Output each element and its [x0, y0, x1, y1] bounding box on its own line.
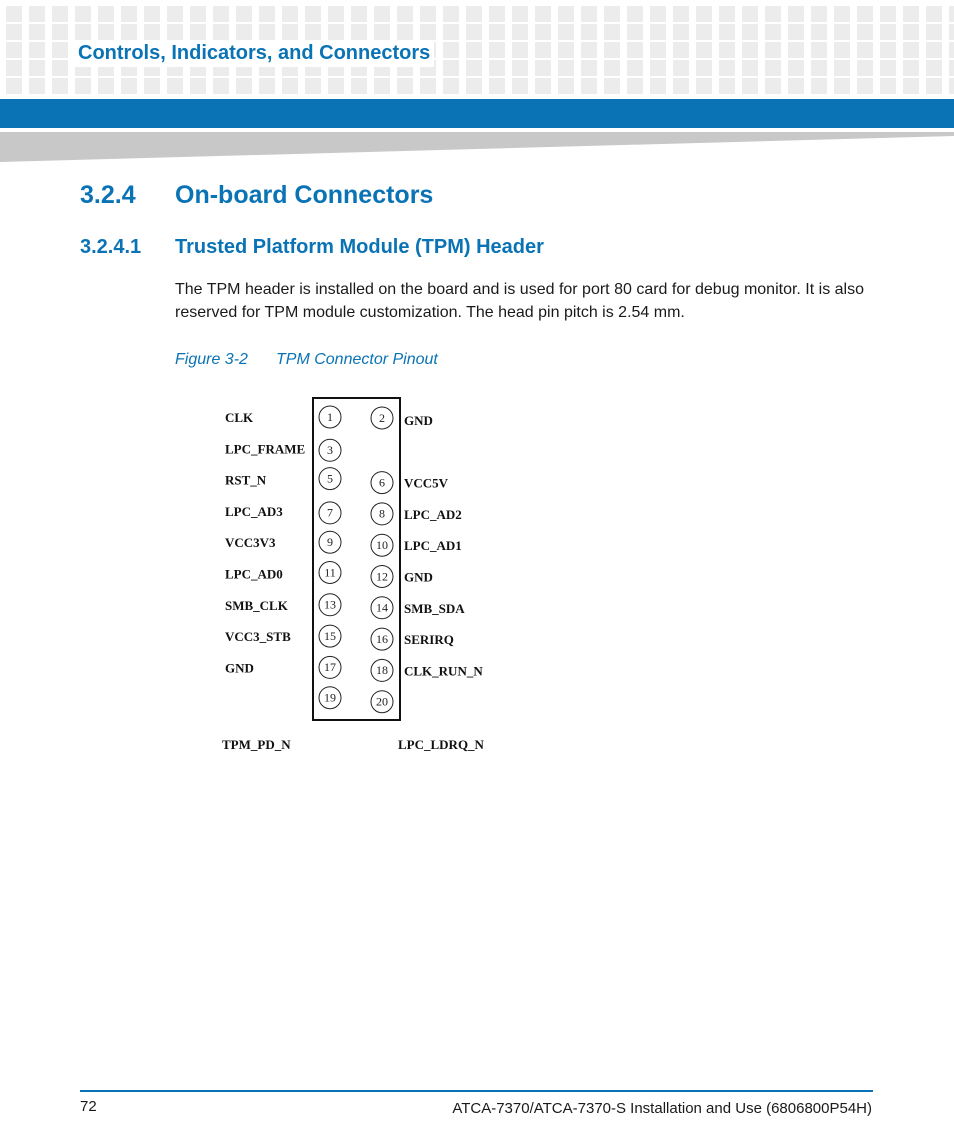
header-pattern-square — [788, 42, 804, 58]
header-pattern-square — [420, 6, 436, 22]
pin-label: SERIRQ — [404, 632, 454, 648]
header-pattern-square — [650, 42, 666, 58]
header-pattern-square — [880, 78, 896, 94]
header-pattern-square — [351, 6, 367, 22]
pin-number: 9 — [327, 534, 333, 549]
tpm-pinout-diagram — [200, 395, 520, 765]
header-pattern-square — [466, 60, 482, 76]
pin-number: 3 — [327, 443, 333, 458]
section-title: On-board Connectors — [175, 181, 434, 209]
header-pattern-square — [420, 78, 436, 94]
header-pattern-square — [742, 24, 758, 40]
header-pattern-square — [466, 6, 482, 22]
header-pattern-square — [351, 24, 367, 40]
header-pattern-square — [765, 60, 781, 76]
section-number: 3.2.4 — [80, 181, 136, 209]
header-pattern-square — [765, 24, 781, 40]
header-pattern-square — [926, 78, 942, 94]
header-pattern-square — [144, 24, 160, 40]
header-pattern-square — [98, 78, 114, 94]
header-pattern-square — [121, 24, 137, 40]
header-pattern-square — [719, 78, 735, 94]
header-pattern-square — [259, 24, 275, 40]
pin-label: TPM_PD_N — [222, 737, 291, 752]
header-pattern-square — [558, 6, 574, 22]
header-pattern-square — [880, 60, 896, 76]
pin-number: 11 — [324, 565, 336, 580]
header-pattern-square — [880, 24, 896, 40]
header-pattern-square — [627, 78, 643, 94]
header-pattern-square — [351, 78, 367, 94]
header-pattern-square — [558, 60, 574, 76]
header-pattern-square — [52, 78, 68, 94]
header-pattern-square — [880, 42, 896, 58]
header-pattern-square — [397, 6, 413, 22]
header-pattern-square — [305, 78, 321, 94]
header-pattern-square — [788, 24, 804, 40]
header-pattern-square — [75, 78, 91, 94]
header-pattern-square — [397, 78, 413, 94]
page-number: 72 — [80, 1098, 97, 1115]
header-pattern-square — [6, 24, 22, 40]
pin-number: 20 — [376, 694, 388, 709]
header-pattern-square — [6, 6, 22, 22]
header-pattern-square — [190, 24, 206, 40]
header-pattern-square — [98, 24, 114, 40]
header-pattern-square — [558, 78, 574, 94]
header-pattern-square — [857, 42, 873, 58]
header-pattern-square — [512, 6, 528, 22]
header-pattern-square — [834, 6, 850, 22]
pin-label: SMB_SDA — [404, 600, 465, 616]
header-pattern-square — [535, 60, 551, 76]
subsection-heading — [80, 236, 544, 259]
header-pattern-square — [811, 6, 827, 22]
header-pattern-square — [650, 24, 666, 40]
header-pattern-square — [926, 24, 942, 40]
header-pattern-square — [696, 78, 712, 94]
header-pattern-square — [742, 78, 758, 94]
header-pattern-square — [604, 6, 620, 22]
header-pattern-square — [673, 42, 689, 58]
header-pattern-square — [259, 78, 275, 94]
header-pattern-square — [282, 24, 298, 40]
header-pattern-square — [880, 6, 896, 22]
header-pattern-square — [834, 24, 850, 40]
header-pattern-square — [512, 24, 528, 40]
header-pattern-square — [29, 24, 45, 40]
header-pattern-square — [535, 24, 551, 40]
header-pattern-square — [190, 78, 206, 94]
header-pattern-square — [489, 24, 505, 40]
header-pattern-square — [581, 42, 597, 58]
header-pattern-square — [834, 42, 850, 58]
header-pattern-square — [719, 60, 735, 76]
figure-caption — [175, 351, 438, 369]
header-pattern-square — [489, 6, 505, 22]
header-pattern-square — [121, 78, 137, 94]
pin-number: 15 — [324, 628, 336, 643]
header-pattern-square — [328, 24, 344, 40]
pin-number: 13 — [324, 597, 336, 612]
header-pattern-square — [765, 42, 781, 58]
subsection-title: Trusted Platform Module (TPM) Header — [175, 236, 544, 258]
header-pattern-square — [903, 42, 919, 58]
header-pattern-square — [811, 78, 827, 94]
header-pattern-square — [213, 6, 229, 22]
header-pattern-square — [719, 42, 735, 58]
header-pattern-square — [811, 42, 827, 58]
header-pattern-square — [489, 78, 505, 94]
header-pattern-square — [926, 42, 942, 58]
header-pattern-square — [926, 6, 942, 22]
header-pattern-square — [167, 24, 183, 40]
pin-label: LPC_AD2 — [404, 506, 462, 522]
pin-label: CLK_RUN_N — [404, 663, 483, 679]
header-pattern-square — [696, 42, 712, 58]
header-pattern-square — [489, 42, 505, 58]
header-pattern-square — [627, 60, 643, 76]
header-pattern-square — [512, 78, 528, 94]
header-pattern-square — [742, 60, 758, 76]
pin-label: GND — [225, 660, 254, 676]
header-pattern-square — [52, 24, 68, 40]
header-pattern-square — [98, 6, 114, 22]
header-pattern-square — [719, 24, 735, 40]
header-pattern-square — [52, 60, 68, 76]
header-pattern-square — [236, 24, 252, 40]
header-pattern-square — [765, 78, 781, 94]
header-pattern-square — [282, 6, 298, 22]
header-pattern-square — [535, 42, 551, 58]
header-pattern-square — [788, 60, 804, 76]
header-pattern-square — [328, 6, 344, 22]
header-pattern-square — [719, 6, 735, 22]
header-pattern-square — [857, 78, 873, 94]
footer-rule — [80, 1090, 873, 1092]
header-pattern-square — [466, 42, 482, 58]
header-pattern-square — [857, 60, 873, 76]
header-pattern-square — [926, 60, 942, 76]
header-pattern-square — [167, 78, 183, 94]
header-pattern-square — [443, 60, 459, 76]
section-heading — [80, 181, 433, 210]
header-pattern-square — [903, 24, 919, 40]
header-pattern-square — [673, 6, 689, 22]
pin-number: 19 — [324, 690, 336, 705]
header-pattern-square — [581, 6, 597, 22]
header-pattern-square — [949, 24, 954, 40]
header-pattern-square — [696, 60, 712, 76]
header-pattern-square — [627, 6, 643, 22]
header-pattern-square — [949, 60, 954, 76]
header-pattern-square — [489, 60, 505, 76]
header-blue-bar — [0, 99, 954, 128]
header-pattern-square — [328, 78, 344, 94]
pin-number: 5 — [327, 471, 333, 486]
header-pattern-square — [811, 24, 827, 40]
pin-label: RST_N — [225, 472, 267, 488]
chapter-header-title: Controls, Indicators, and Connectors — [74, 40, 434, 67]
header-pattern-square — [443, 42, 459, 58]
pin-label: CLK — [225, 410, 254, 425]
header-pattern-square — [788, 6, 804, 22]
header-pattern-square — [305, 6, 321, 22]
header-pattern-square — [558, 24, 574, 40]
header-pattern-square — [213, 24, 229, 40]
pin-label: VCC3_STB — [225, 629, 291, 645]
header-pattern-square — [466, 78, 482, 94]
header-pattern-square — [696, 6, 712, 22]
header-pattern-square — [581, 78, 597, 94]
pin-label: LPC_AD0 — [225, 566, 283, 582]
header-pattern-square — [604, 24, 620, 40]
header-pattern-square — [75, 24, 91, 40]
header-pattern-square — [374, 24, 390, 40]
header-pattern-square — [512, 42, 528, 58]
header-pattern-square — [535, 6, 551, 22]
header-pattern-square — [6, 78, 22, 94]
header-pattern-square — [443, 78, 459, 94]
header-pattern-square — [121, 6, 137, 22]
pin-number: 10 — [376, 537, 388, 552]
pin-number: 12 — [376, 569, 388, 584]
header-pattern-square — [305, 24, 321, 40]
header-pattern-square — [52, 6, 68, 22]
header-pattern-square — [696, 24, 712, 40]
pin-label: VCC3V3 — [225, 535, 276, 551]
header-pattern-square — [949, 6, 954, 22]
header-pattern-square — [213, 78, 229, 94]
header-pattern-square — [742, 6, 758, 22]
header-pattern-square — [420, 24, 436, 40]
header-pattern-square — [466, 24, 482, 40]
header-pattern-square — [29, 60, 45, 76]
header-pattern-square — [604, 78, 620, 94]
header-pattern-square — [949, 42, 954, 58]
header-pattern-square — [604, 60, 620, 76]
header-pattern-square — [834, 60, 850, 76]
pin-number: 7 — [327, 505, 333, 520]
figure-number: Figure 3-2 — [175, 351, 248, 368]
pin-number: 2 — [379, 410, 385, 425]
header-pattern-square — [443, 24, 459, 40]
header-pattern-square — [604, 42, 620, 58]
header-pattern-square — [259, 6, 275, 22]
header-pattern-square — [29, 78, 45, 94]
header-pattern-square — [903, 60, 919, 76]
header-pattern-square — [144, 6, 160, 22]
pin-number: 18 — [376, 663, 388, 678]
header-pattern-square — [374, 6, 390, 22]
pin-number: 1 — [327, 409, 333, 424]
header-pattern-square — [627, 24, 643, 40]
header-pattern-square — [650, 78, 666, 94]
header-pattern-square — [765, 6, 781, 22]
header-gray-wedge — [0, 132, 954, 164]
header-pattern-square — [627, 42, 643, 58]
pin-label: LPC_AD1 — [404, 538, 462, 554]
header-pattern-square — [650, 6, 666, 22]
header-pattern-square — [236, 78, 252, 94]
header-pattern-square — [811, 60, 827, 76]
header-pattern-square — [443, 6, 459, 22]
header-pattern-square — [374, 78, 390, 94]
header-pattern-square — [673, 24, 689, 40]
pin-number: 16 — [376, 631, 388, 646]
header-pattern-square — [29, 42, 45, 58]
header-pattern-square — [650, 60, 666, 76]
header-pattern-square — [581, 24, 597, 40]
header-pattern-square — [190, 6, 206, 22]
header-pattern-square — [535, 78, 551, 94]
header-pattern-square — [167, 6, 183, 22]
header-pattern-square — [144, 78, 160, 94]
subsection-number: 3.2.4.1 — [80, 236, 142, 258]
header-pattern-square — [857, 24, 873, 40]
header-pattern-square — [673, 78, 689, 94]
header-pattern-square — [282, 78, 298, 94]
header-pattern-square — [788, 78, 804, 94]
header-pattern-square — [581, 60, 597, 76]
header-pattern-square — [949, 78, 954, 94]
pin-number: 8 — [379, 506, 385, 521]
pin-label: LPC_AD3 — [225, 503, 283, 519]
header-pattern-square — [6, 60, 22, 76]
pin-label: LPC_FRAME — [225, 441, 306, 457]
pin-label: LPC_LDRQ_N — [398, 737, 484, 752]
pin-number: 14 — [376, 600, 388, 615]
body-paragraph: The TPM header is installed on the board and is used for port 80 card for debug monitor. It is also reserved for TPM module customization. The head pin pitch is 2.54 mm. — [175, 281, 864, 321]
header-pattern-square — [742, 42, 758, 58]
header-pattern-square — [236, 6, 252, 22]
pin-label: GND — [404, 413, 433, 428]
header-pattern-square — [903, 6, 919, 22]
header-pattern-square — [75, 6, 91, 22]
header-pattern-square — [52, 42, 68, 58]
header-pattern-square — [673, 60, 689, 76]
pin-label: GND — [404, 569, 433, 585]
pin-number: 6 — [379, 475, 385, 490]
header-pattern-square — [512, 60, 528, 76]
figure-title: TPM Connector Pinout — [276, 351, 438, 368]
pin-label: VCC5V — [404, 475, 449, 491]
footer-doc-title: ATCA-7370/ATCA-7370-S Installation and Use (6806800P54H) — [452, 1100, 872, 1117]
header-pattern-square — [558, 42, 574, 58]
pin-label: SMB_CLK — [225, 597, 288, 613]
header-pattern-square — [29, 6, 45, 22]
header-pattern-square — [834, 78, 850, 94]
pin-number: 17 — [324, 660, 336, 675]
header-pattern-square — [903, 78, 919, 94]
header-pattern-square — [397, 24, 413, 40]
header-pattern-square — [857, 6, 873, 22]
header-pattern-square — [6, 42, 22, 58]
